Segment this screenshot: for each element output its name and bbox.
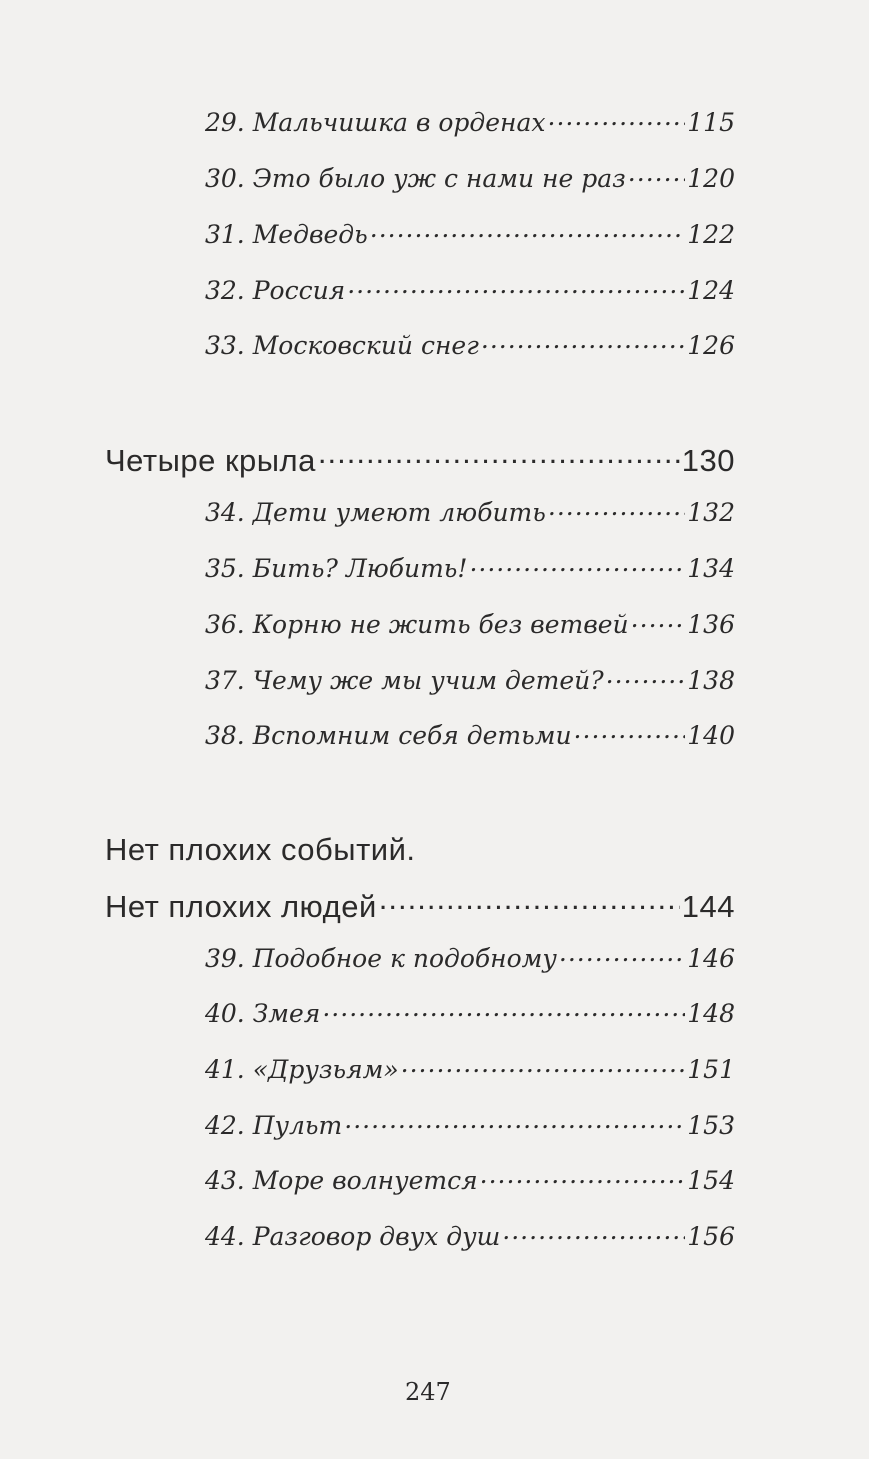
toc-section-heading [105, 886, 735, 930]
toc-entry [205, 218, 735, 258]
entry-title: 34. Дети умеют любить [205, 498, 546, 527]
dot-leader [628, 162, 685, 187]
entry-title: 29. Мальчишка в орденах [205, 108, 546, 137]
entry-title: 40. Змея [205, 999, 321, 1028]
section-page: 130 [681, 443, 735, 478]
entry-page: 126 [687, 331, 735, 360]
entry-page: 136 [687, 610, 735, 639]
toc-entry [205, 997, 735, 1037]
dot-leader [379, 886, 680, 917]
toc-entry [205, 1220, 735, 1260]
toc-entry [205, 1164, 735, 1204]
entry-page: 124 [687, 276, 735, 305]
entry-page: 154 [687, 1166, 735, 1195]
page-number: 247 [405, 1378, 451, 1406]
entry-page: 115 [687, 108, 735, 137]
entry-page: 151 [687, 1055, 735, 1084]
entry-title: 37. Чему же мы учим детей? [205, 666, 604, 695]
dot-leader [548, 106, 686, 131]
dot-leader [606, 664, 686, 689]
entry-page: 156 [687, 1222, 735, 1251]
dot-leader [469, 552, 685, 577]
dot-leader [347, 274, 685, 299]
dot-leader [502, 1220, 685, 1245]
entry-title: 41. «Друзьям» [205, 1055, 399, 1084]
dot-leader [370, 218, 686, 243]
toc-entry [205, 608, 735, 648]
entry-page: 146 [687, 944, 735, 973]
toc-entry [205, 552, 735, 592]
entry-title: 31. Медведь [205, 220, 368, 249]
entry-title: 35. Бить? Любить! [205, 554, 468, 583]
entry-title: 38. Вспомним себя детьми [205, 721, 572, 750]
toc-entry [205, 942, 735, 982]
entry-title: 39. Подобное к подобному [205, 944, 557, 973]
entry-page: 140 [687, 721, 735, 750]
entry-title: 36. Корню не жить без ветвей [205, 610, 629, 639]
toc-entry [205, 274, 735, 314]
toc-entry [205, 1109, 735, 1149]
dot-leader [322, 997, 685, 1022]
dot-leader [574, 719, 686, 744]
entry-page: 120 [687, 164, 735, 193]
entry-page: 132 [687, 498, 735, 527]
toc-entry [205, 664, 735, 704]
entry-title: 43. Море волнуется [205, 1166, 478, 1195]
toc-section-heading [105, 440, 735, 484]
entry-page: 134 [687, 554, 735, 583]
section-title: Четыре крыла [105, 443, 316, 478]
entry-page: 148 [687, 999, 735, 1028]
entry-page: 153 [687, 1111, 735, 1140]
entry-title: 32. Россия [205, 276, 346, 305]
dot-leader [481, 329, 685, 354]
toc-entry [205, 329, 735, 369]
toc-entry [205, 719, 735, 759]
dot-leader [344, 1109, 685, 1134]
entry-title: 33. Московский снег [205, 331, 479, 360]
entry-page: 122 [687, 220, 735, 249]
dot-leader [401, 1053, 686, 1078]
entry-title: 44. Разговор двух душ [205, 1222, 501, 1251]
section-title-line1: Нет плохих событий. [105, 832, 416, 867]
dot-leader [631, 608, 686, 633]
toc-entry [205, 106, 735, 146]
entry-page: 138 [687, 666, 735, 695]
entry-title: 42. Пульт [205, 1111, 343, 1140]
section-title: Нет плохих людей [105, 889, 377, 924]
dot-leader [318, 440, 680, 471]
dot-leader [480, 1164, 686, 1189]
toc-entry [205, 1053, 735, 1093]
dot-leader [559, 942, 685, 967]
dot-leader [548, 496, 685, 521]
toc-entry [205, 496, 735, 536]
section-page: 144 [681, 889, 735, 924]
toc-entry [205, 162, 735, 202]
entry-title: 30. Это было уж с нами не раз [205, 164, 626, 193]
